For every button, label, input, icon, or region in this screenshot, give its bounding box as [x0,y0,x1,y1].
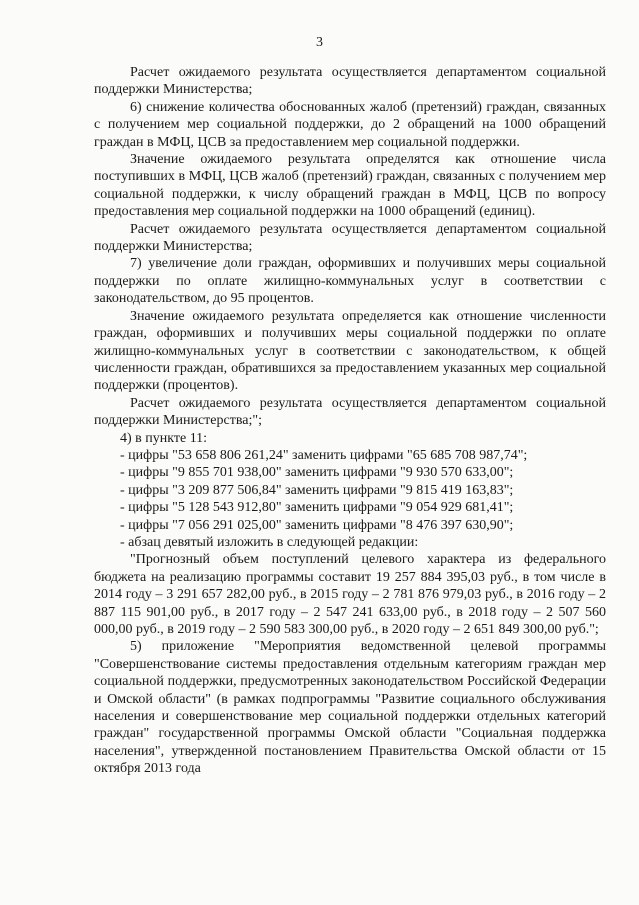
paragraph: Значение ожидаемого результата определяется как отношение численности граждан, оформивших и получивших меры социальной поддержки по оплате жилищно-коммунальных услуг в соответствии с законодательством, к общей численности граждан, обратившихся за предоставлением указанных мер социальной поддержки (процентов). [94,308,606,394]
amendment-item: - цифры "5 128 543 912,80" заменить цифрами "9 054 929 681,41"; [120,500,514,516]
amendment-item: - абзац девятый изложить в следующей редакции: [120,534,419,550]
paragraph: Расчет ожидаемого результата осуществляется департаментом социальной поддержки Министерства;"; [94,395,606,429]
amendment-item: - цифры "3 209 877 506,84" заменить цифрами "9 815 419 163,83"; [120,482,514,498]
amendment-item: - цифры "7 056 291 025,00" заменить цифрами "8 476 397 630,90"; [120,517,514,533]
page-number: 3 [316,35,323,50]
list-item-5: 5) приложение "Мероприятия ведомственной целевой программы "Совершенствование системы предоставления отдельным категориям граждан мер социальной поддержки, предусмотренных законодательством Российской Федерации и Омской области" (в рамках подпрограммы "Развитие социального обслуживания населения и совершенствование мер социальной поддержки отдельных категорий граждан" государственной программы Омской области "Социальная поддержка населения", утвержденной постановлением Правительства Омской области от 15 октября 2013 года [94,639,606,777]
amendment-item: - цифры "9 855 701 938,00" заменить цифрами "9 930 570 633,00"; [120,465,514,481]
paragraph: Расчет ожидаемого результата осуществляется департаментом социальной поддержки Министерства; [94,221,606,255]
quoted-paragraph: "Прогнозный объем поступлений целевого характера из федерального бюджета на реализацию программы составит 19 257 884 395,03 руб., в том числе в 2014 году – 3 291 657 282,00 руб., в 2015 году – 2 781 876 979,03 руб., в 2016 году – 2 887 115 901,00 руб., в 2017 году – 2 547 241 633,00 руб., в 2018 году – 2 507 560 000,00 руб., в 2019 году – 2 590 583 300,00 руб., в 2020 году – 2 651 849 300,00 руб."; [94,552,606,637]
list-item-7: 7) увеличение доли граждан, оформивших и получивших меры социальной поддержки по оплате жилищно-коммунальных услуг в соответствии с законодательством, до 95 процентов. [94,256,606,307]
paragraph: Расчет ожидаемого результата осуществляется департаментом социальной поддержки Министерства; [94,65,606,98]
amendment-item: - цифры "53 658 806 261,24" заменить цифрами "65 685 708 987,74"; [120,447,528,463]
list-item-6: 6) снижение количества обоснованных жалоб (претензий) граждан, связанных с получением мер социальной поддержки, до 2 обращений на 1000 обращений граждан в МФЦ, ЦСВ за предоставлением мер социальной поддержки. [94,99,606,150]
list-item-4: 4) в пункте 11: [120,430,208,446]
document-body [94,64,606,778]
paragraph: Значение ожидаемого результата определятся как отношение числа поступивших в МФЦ, ЦСВ жалоб (претензий) граждан, связанных с получением мер социальной поддержки, к числу обращений граждан в МФЦ, ЦСВ по вопросу предоставления мер социальной поддержки на 1000 обращений (единиц). [94,152,606,220]
